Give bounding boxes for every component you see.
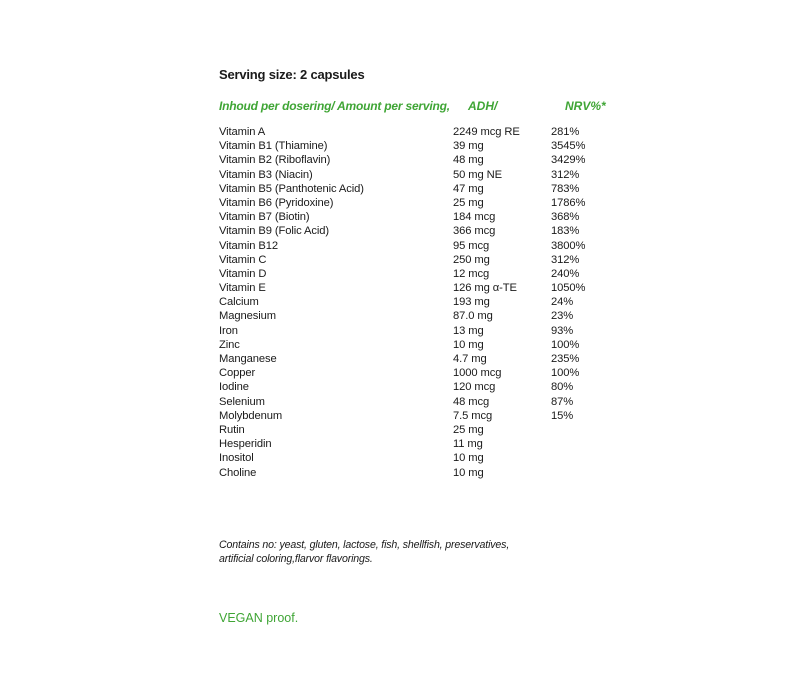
nutrient-amount: 4.7 mg (453, 353, 487, 365)
nutrient-amount: 120 mcg (453, 381, 496, 394)
nutrient-name: Iodine (219, 381, 249, 394)
nutrient-amount: 48 mcg (453, 395, 490, 408)
table-row (219, 437, 639, 451)
nutrient-amount: 11 mg (453, 438, 483, 451)
nutrient-name: Selenium (219, 395, 265, 408)
nutrient-table (219, 125, 639, 480)
nutrient-name: Hesperidin (219, 438, 272, 451)
table-row (219, 409, 639, 423)
nutrient-name: Vitamin D (219, 267, 267, 280)
nutrient-amount: 10 mg (453, 466, 484, 479)
nutrient-name: Vitamin B2 (Riboflavin) (219, 154, 331, 167)
table-row (219, 139, 639, 153)
table-row (219, 423, 639, 437)
contains-note: Contains no: yeast, gluten, lactose, fish, shellfish, preservatives, artificial coloring,flarvor flavorings. (219, 539, 510, 565)
table-row (219, 466, 639, 480)
nutrient-amount: 2249 mcg RE (453, 126, 520, 138)
table-row (219, 395, 639, 409)
nutrient-nrv: 23% (551, 310, 574, 323)
nutrient-nrv: 281% (551, 126, 580, 138)
nutrient-nrv: 312% (551, 253, 580, 266)
nutrient-name: Molybdenum (219, 409, 283, 422)
nutrient-nrv: 1786% (551, 196, 586, 209)
nutrient-name: Vitamin B3 (Niacin) (219, 168, 313, 181)
nutrient-nrv: 3545% (551, 140, 586, 153)
nutrient-amount: 184 mcg (453, 211, 496, 224)
table-row (219, 295, 639, 309)
table-row (219, 267, 639, 281)
nutrient-name: Rutin (219, 423, 245, 436)
nutrient-name: Vitamin B12 (219, 239, 279, 252)
nutrient-amount: 12 mcg (453, 267, 490, 280)
nutrient-name: Inositol (219, 452, 254, 465)
nutrient-amount: 193 mg (453, 296, 490, 309)
table-row (219, 338, 639, 352)
nutrient-nrv: 24% (551, 296, 574, 309)
nutrient-amount: 87.0 mg (453, 310, 493, 323)
table-row (219, 366, 639, 380)
nutrient-name: Choline (219, 466, 257, 479)
nutrient-amount: 366 mcg (453, 225, 496, 238)
table-row (219, 253, 639, 267)
nutrient-name: Vitamin B5 (Panthotenic Acid) (219, 182, 364, 195)
nutrient-name: Vitamin B1 (Thiamine) (219, 140, 328, 153)
table-row (219, 239, 639, 253)
header-adh: ADH/ (468, 99, 498, 113)
nutrient-name: Vitamin E (219, 282, 266, 295)
nutrient-name: Vitamin B9 (Folic Acid) (219, 225, 330, 238)
nutrient-nrv: 312% (551, 168, 580, 181)
header-nrv: NRV%* (565, 99, 606, 113)
nutrient-nrv: 93% (551, 324, 574, 337)
nutrient-nrv: 240% (551, 267, 580, 280)
nutrient-amount: 7.5 mcg (453, 409, 493, 422)
nutrient-amount: 39 mg (453, 140, 484, 153)
nutrient-nrv: 183% (551, 225, 580, 238)
nutrient-amount: 48 mg (453, 154, 484, 167)
nutrient-name: Iron (219, 324, 238, 337)
nutrient-name: Zinc (219, 338, 240, 351)
nutrient-amount: 1000 mcg (453, 367, 502, 380)
nutrient-nrv: 80% (551, 381, 574, 394)
table-row (219, 168, 639, 182)
nutrient-amount: 126 mg α-TE (453, 282, 517, 295)
nutrient-name: Copper (219, 367, 256, 380)
nutrient-name: Vitamin A (219, 126, 266, 138)
nutrient-name: Magnesium (219, 310, 276, 323)
nutrient-nrv: 100% (551, 338, 580, 351)
nutrient-amount: 25 mg (453, 423, 484, 436)
nutrient-name: Calcium (219, 296, 259, 309)
table-row (219, 380, 639, 394)
table-row (219, 281, 639, 295)
nutrient-name: Manganese (219, 353, 277, 365)
vegan-note: VEGAN proof. (219, 611, 299, 625)
table-row (219, 324, 639, 338)
nutrient-amount: 250 mg (453, 253, 490, 266)
nutrient-nrv: 100% (551, 367, 580, 380)
header-amount-per-serving: Inhoud per dosering/ Amount per serving, (219, 99, 450, 113)
nutrient-nrv: 235% (551, 353, 580, 365)
nutrient-nrv: 1050% (551, 282, 586, 295)
nutrient-nrv: 783% (551, 182, 580, 195)
serving-size-title: Serving size: 2 capsules (219, 67, 365, 82)
table-row (219, 451, 639, 465)
nutrient-nrv: 87% (551, 395, 574, 408)
nutrient-amount: 50 mg NE (453, 168, 502, 181)
nutrient-amount: 10 mg (453, 452, 484, 465)
nutrient-name: Vitamin C (219, 253, 267, 266)
table-row (219, 125, 639, 139)
nutrient-name: Vitamin B6 (Pyridoxine) (219, 196, 334, 209)
nutrient-amount: 25 mg (453, 196, 484, 209)
table-row (219, 196, 639, 210)
nutrient-nrv: 3800% (551, 239, 586, 252)
table-header (219, 99, 639, 115)
table-row (219, 309, 639, 323)
nutrient-amount: 47 mg (453, 182, 484, 195)
table-row (219, 224, 639, 238)
nutrient-nrv: 368% (551, 211, 580, 224)
table-row (219, 153, 639, 167)
nutrient-amount: 10 mg (453, 338, 484, 351)
nutrient-nrv: 3429% (551, 154, 586, 167)
nutrient-nrv: 15% (551, 409, 574, 422)
table-row (219, 210, 639, 224)
table-row (219, 182, 639, 196)
nutrient-name: Vitamin B7 (Biotin) (219, 211, 310, 224)
nutrient-amount: 13 mg (453, 324, 484, 337)
nutrient-amount: 95 mcg (453, 239, 490, 252)
table-row (219, 352, 639, 366)
